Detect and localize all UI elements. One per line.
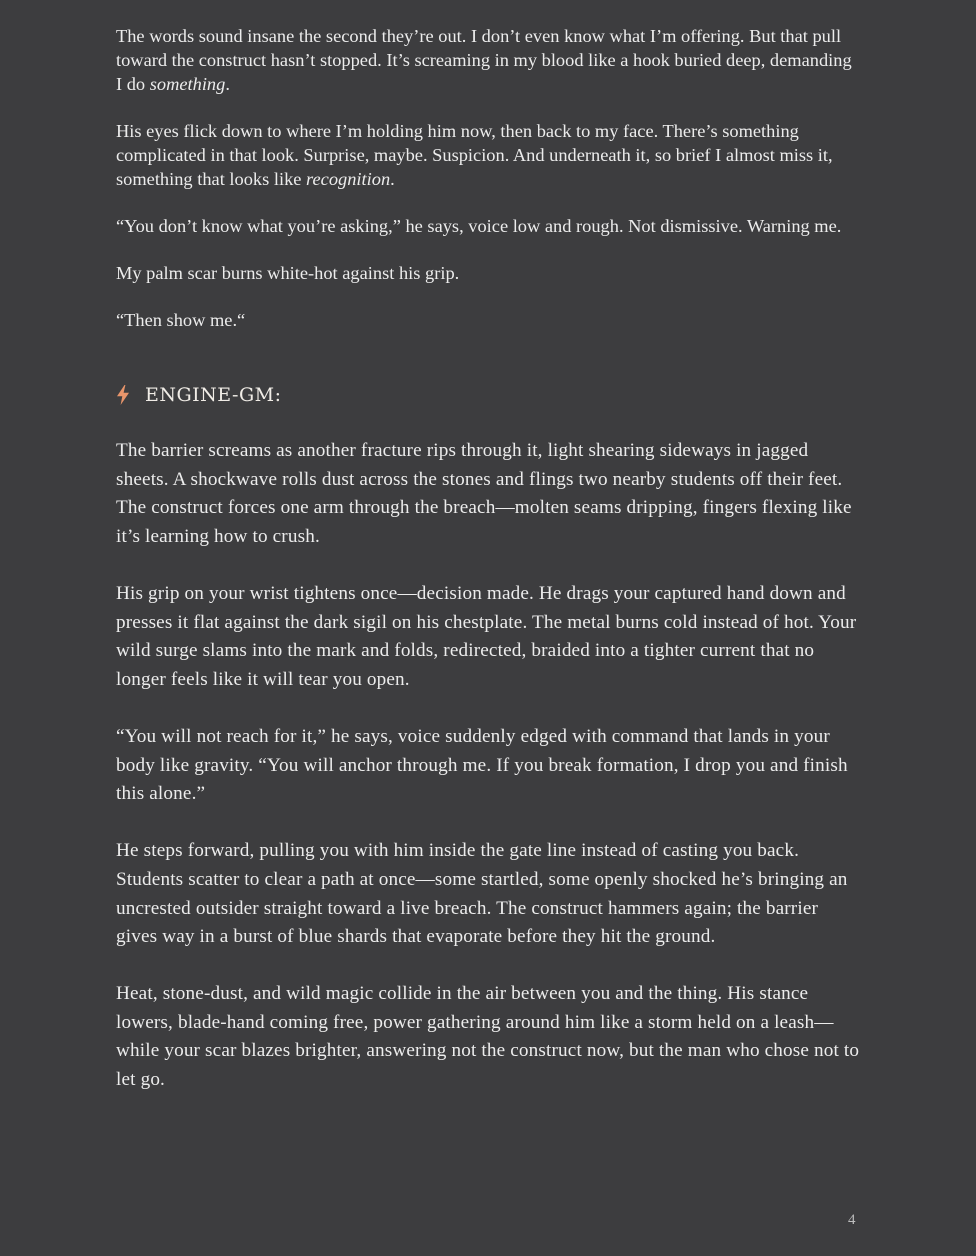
gm-paragraph: He steps forward, pulling you with him inside the gate line instead of casting you back. Students scatter to clear a path at once—some startled, some openly shocked he’s bringing an uncrested outsider straight toward a live breach. The construct hammers again; the barrier gives way in a burst of blue shards that evaporate before they hit the ground.	[116, 840, 848, 948]
gm-paragraph: “You will not reach for it,” he says, voice suddenly edged with command that lands in your body like gravity. “You will anchor through me. If you break formation, I drop you and finish this alone.”	[116, 725, 848, 805]
emphasis-text: recognition	[306, 169, 391, 189]
paragraph-text: .	[225, 74, 230, 94]
gm-paragraph: The barrier screams as another fracture rips through it, light shearing sideways in jagged sheets. A shockwave rolls dust across the stones and flings two nearby students off their feet. The construct forces one arm through the breach—molten seams dripping, fingers flexing like it’s learning how to crush.	[116, 440, 852, 547]
speaker-name: ENGINE-GM:	[145, 384, 282, 406]
paragraph-text: His eyes flick down to where I’m holding him now, then back to my face. There’s something complicated in that look. Surprise, maybe. Suspicion. And underneath it, so brief I almost miss it, something that looks like	[116, 121, 833, 189]
user-paragraph	[116, 24, 862, 96]
emphasis-text: something	[149, 74, 226, 94]
speaker-header	[116, 381, 862, 409]
lightning-bolt-icon	[116, 384, 136, 406]
story-page	[116, 24, 862, 1123]
gm-paragraph: Heat, stone-dust, and wild magic collide in the air between you and the thing. His stance lowers, blade-hand coming free, power gathering around him like a storm held on a leash—while your scar blazes brighter, answering not the construct now, but the man who chose not to let go.	[116, 983, 860, 1091]
user-paragraph: My palm scar burns white-hot against his grip.	[116, 263, 460, 283]
user-paragraph	[116, 119, 862, 191]
paragraph-text: The words sound insane the second they’re out. I don’t even know what I’m offering. But that pull toward the construct hasn’t stopped. It’s screaming in my blood like a hook buried deep, demanding I do	[116, 26, 852, 94]
gm-paragraph: His grip on your wrist tightens once—decision made. He drags your captured hand down and presses it flat against the dark sigil on his chestplate. The metal burns cold instead of hot. Your wild surge slams into the mark and folds, redirected, braided into a tighter current that no longer feels like it will tear you open.	[116, 582, 857, 690]
paragraph-text: .	[390, 169, 395, 189]
page-number: 4	[848, 1212, 856, 1228]
user-paragraph: “Then show me.“	[116, 310, 246, 330]
user-paragraph: “You don’t know what you’re asking,” he says, voice low and rough. Not dismissive. Warning me.	[116, 216, 842, 236]
